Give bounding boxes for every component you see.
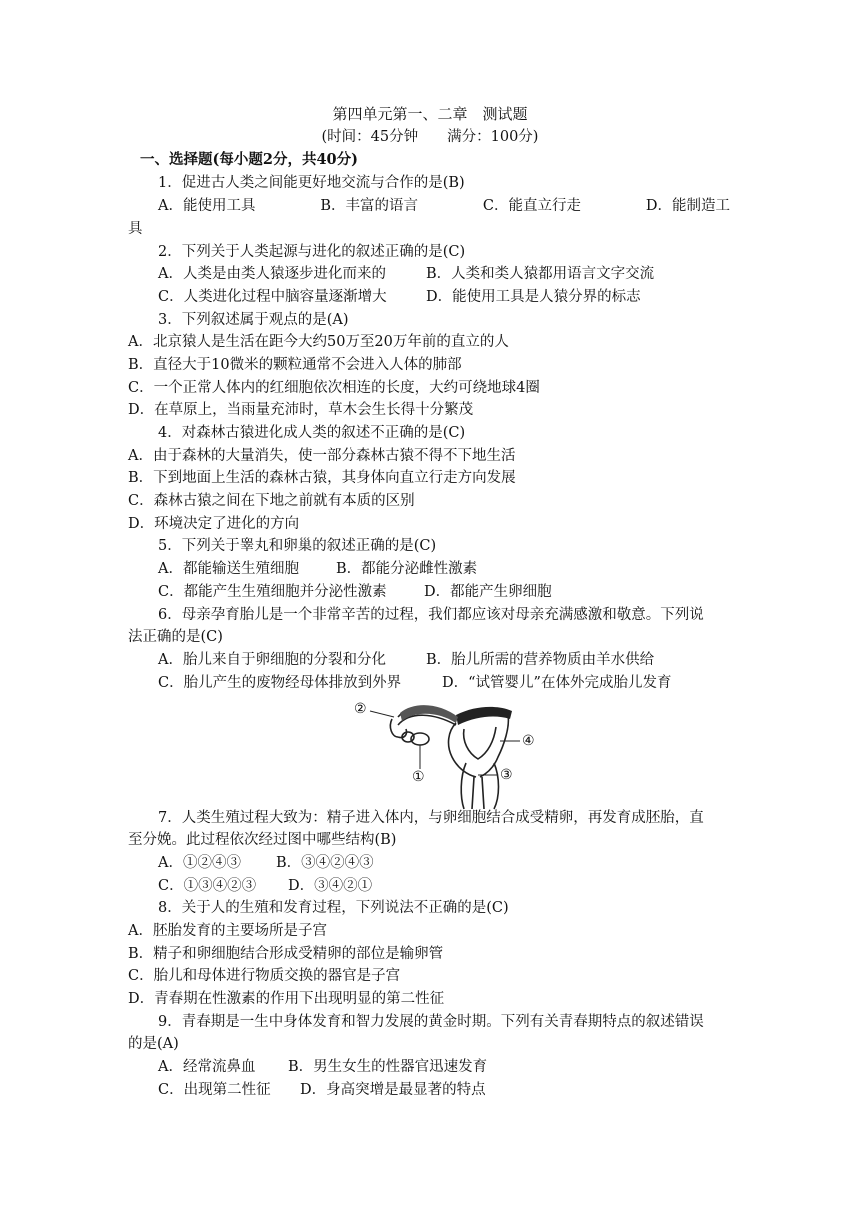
- question-7-options-row1: [158, 853, 374, 873]
- question-7-stem-wrap: 至分娩。此过程依次经过图中哪些结构(B): [128, 832, 397, 848]
- page-title: 第四单元第一、二章 测试题: [332, 105, 528, 123]
- question-6-options-row2: [158, 673, 671, 693]
- q4-option-a: A．由于森林的大量消失，使一部分森林古猿不得不下地生活: [128, 448, 516, 464]
- q3-option-b: B．直径大于10微米的颗粒通常不会进入人体的肺部: [128, 357, 462, 373]
- q9-option-d: D．身高突增是最显著的特点: [300, 1082, 486, 1098]
- q7-option-a: A．①②④③: [158, 855, 241, 871]
- q8-option-c: C．胎儿和母体进行物质交换的器官是子宫: [128, 968, 401, 984]
- q6-option-c: C．胎儿产生的废物经母体排放到外界: [158, 675, 402, 691]
- question-2-options-row1: [158, 264, 654, 284]
- q1-option-d: D．能制造工: [645, 198, 730, 214]
- figure-label-3: ③: [500, 767, 513, 783]
- figure-label-1: ①: [412, 769, 425, 785]
- q7-option-b: B．③④②④③: [276, 855, 374, 871]
- question-4-stem: 4．对森林古猿进化成人类的叙述不正确的是(C): [158, 425, 466, 441]
- q4-option-d: D．环境决定了进化的方向: [128, 516, 300, 532]
- q9-option-b: B．男生女生的性器官迅速发育: [288, 1059, 488, 1075]
- q7-option-d: D．③④②①: [288, 878, 373, 894]
- q3-option-c: C．一个正常人体内的红细胞依次相连的长度，大约可绕地球4圈: [128, 380, 540, 396]
- q8-option-d: D．青春期在性激素的作用下出现明显的第二性征: [128, 991, 445, 1007]
- q6-option-b: B．胎儿所需的营养物质由羊水供给: [426, 652, 655, 668]
- q1-option-a: A．能使用工具: [158, 198, 256, 214]
- q3-option-d: D．在草原上，当雨量充沛时，草木会生长得十分繁茂: [128, 402, 474, 418]
- q7-option-c: C．①③④②③: [158, 878, 257, 894]
- question-6-options-row1: [158, 650, 654, 670]
- page-subtitle: (时间：45分钟 满分：100分): [321, 129, 539, 145]
- question-3-stem: 3．下列叙述属于观点的是(A): [158, 312, 349, 328]
- q2-option-a: A．人类是由类人猿逐步进化而来的: [158, 266, 386, 282]
- q5-option-d: D．都能产生卵细胞: [424, 584, 552, 600]
- q2-option-b: B．人类和类人猿都用语言文字交流: [426, 266, 655, 282]
- question-5-stem: 5．下列关于睾丸和卵巢的叙述正确的是(C): [158, 538, 437, 554]
- question-1-options: [158, 196, 730, 216]
- q4-option-b: B．下到地面上生活的森林古猿，其身体向直立行走方向发展: [128, 470, 516, 486]
- uterus-diagram: [348, 697, 548, 813]
- q3-option-a: A．北京猿人是生活在距今大约50万至20万年前的直立的人: [128, 334, 509, 350]
- reproductive-system-figure: [348, 697, 548, 813]
- q8-option-b: B．精子和卵细胞结合形成受精卵的部位是输卵管: [128, 946, 444, 962]
- question-7-options-row2: [158, 876, 372, 896]
- q1-option-c: C．能直立行走: [482, 198, 581, 214]
- q2-option-d: D．能使用工具是人猿分界的标志: [426, 289, 641, 305]
- question-5-options-row2: [158, 582, 552, 602]
- question-9-stem: 9．青春期是一生中身体发育和智力发展的黄金时期。下列有关青春期特点的叙述错误: [158, 1014, 704, 1030]
- question-1-stem: 1．促进古人类之间能更好地交流与合作的是(B): [158, 175, 465, 191]
- question-9-stem-wrap: 的是(A): [128, 1036, 179, 1052]
- q5-option-b: B．都能分泌雌性激素: [336, 561, 478, 577]
- q5-option-c: C．都能产生生殖细胞并分泌性激素: [158, 584, 387, 600]
- q9-option-c: C．出现第二性征: [158, 1082, 271, 1098]
- figure-label-2: ②: [354, 701, 367, 717]
- q4-option-c: C．森林古猿之间在下地之前就有本质的区别: [128, 493, 415, 509]
- question-8-stem: 8．关于人的生殖和发育过程，下列说法不正确的是(C): [158, 900, 509, 916]
- question-9-options-row2: [158, 1080, 486, 1100]
- q9-option-a: A．经常流鼻血: [158, 1059, 256, 1075]
- question-7-stem: 7．人类生殖过程大致为：精子进入体内，与卵细胞结合成受精卵，再发育成胚胎，直: [158, 810, 704, 826]
- section-heading: 一、选择题(每小题2分，共40分): [140, 151, 358, 168]
- question-2-stem: 2．下列关于人类起源与进化的叙述正确的是(C): [158, 244, 466, 260]
- question-5-options-row1: [158, 559, 477, 579]
- question-2-options-row2: [158, 287, 641, 307]
- question-9-options-row1: [158, 1057, 487, 1077]
- q5-option-a: A．都能输送生殖细胞: [158, 561, 299, 577]
- figure-label-4: ④: [522, 733, 535, 749]
- q1-option-b: B．丰富的语言: [320, 198, 418, 214]
- q2-option-c: C．人类进化过程中脑容量逐渐增大: [158, 289, 387, 305]
- q6-option-a: A．胎儿来自于卵细胞的分裂和分化: [158, 652, 386, 668]
- q6-option-d: D．“试管婴儿”在体外完成胎儿发育: [442, 675, 672, 691]
- question-6-stem-wrap: 法正确的是(C): [128, 629, 223, 645]
- q1-option-d-wrap: 具: [128, 221, 143, 237]
- question-6-stem: 6．母亲孕育胎儿是一个非常辛苦的过程，我们都应该对母亲充满感激和敬意。下列说: [158, 607, 704, 623]
- q8-option-a: A．胚胎发育的主要场所是子宫: [128, 923, 327, 939]
